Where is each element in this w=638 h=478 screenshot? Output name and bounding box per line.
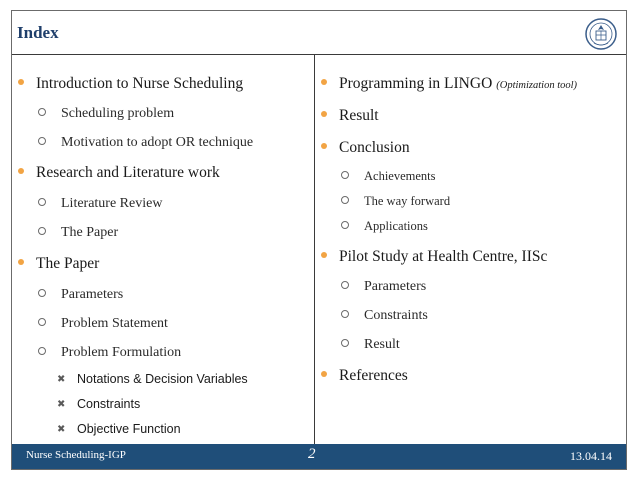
footer-bar: [12, 444, 626, 469]
bullet-item-the-paper: The Paper: [18, 255, 99, 273]
content-columns: [12, 54, 626, 446]
bullet-ring-icon: [38, 347, 46, 355]
sub-sub-item-constraints: ✖ Constraints: [57, 397, 141, 411]
sub-sub-item-objective-function: ✖ Objective Function: [57, 422, 181, 436]
page-number: 2: [308, 446, 316, 462]
sub-sub-item-notations: ✖ Notations & Decision Variables: [57, 372, 248, 386]
bullet-ring-icon: [38, 318, 46, 326]
bullet-dot-icon: [18, 168, 24, 174]
bullet-item-references: References: [321, 367, 408, 385]
x-bullet-icon: ✖: [57, 374, 66, 385]
bullet-dot-icon: [321, 143, 327, 149]
sub-item-literature-review: Literature Review: [38, 196, 162, 212]
bullet-ring-icon: [38, 198, 46, 206]
sub-item-the-paper: The Paper: [38, 225, 118, 241]
slide: [11, 10, 627, 470]
bullet-ring-icon: [38, 137, 46, 145]
bullet-item-result: Result: [321, 107, 379, 125]
bullet-ring-icon: [341, 171, 349, 179]
sub-item-pilot-parameters: Parameters: [341, 279, 426, 295]
bullet-dot-icon: [321, 252, 327, 258]
column-divider: [314, 55, 315, 445]
x-bullet-icon: ✖: [57, 399, 66, 410]
institute-seal-logo-icon: [584, 16, 618, 52]
bullet-ring-icon: [38, 289, 46, 297]
bullet-dot-icon: [18, 259, 24, 265]
bullet-ring-icon: [341, 310, 349, 318]
sub-item-achievements: Achievements: [341, 169, 436, 184]
sub-item-scheduling-problem: Scheduling problem: [38, 106, 174, 122]
bullet-dot-icon: [321, 111, 327, 117]
bullet-ring-icon: [38, 108, 46, 116]
sub-item-parameters: Parameters: [38, 287, 123, 303]
bullet-ring-icon: [38, 227, 46, 235]
bullet-dot-icon: [321, 371, 327, 377]
bullet-ring-icon: [341, 196, 349, 204]
bullet-dot-icon: [321, 79, 327, 85]
sub-item-applications: Applications: [341, 219, 428, 234]
sub-item-pilot-result: Result: [341, 337, 400, 353]
footer-date: 13.04.14: [570, 449, 612, 463]
bullet-item-intro-nurse-scheduling: Introduction to Nurse Scheduling: [18, 75, 243, 93]
sub-item-way-forward: The way forward: [341, 194, 450, 209]
slide-title: Index: [17, 23, 59, 42]
sub-item-motivation: Motivation to adopt OR technique: [38, 135, 253, 151]
title-bar: [12, 11, 626, 54]
bullet-item-pilot-study: Pilot Study at Health Centre, IISc: [321, 248, 547, 266]
bullet-item-research-literature: Research and Literature work: [18, 164, 220, 182]
sub-item-problem-formulation: Problem Formulation: [38, 345, 181, 361]
sub-item-pilot-constraints: Constraints: [341, 308, 428, 324]
bullet-ring-icon: [341, 281, 349, 289]
bullet-item-programming-lingo: Programming in LINGO (Optimization tool): [321, 75, 577, 93]
sub-item-problem-statement: Problem Statement: [38, 316, 168, 332]
footer-left-text: Nurse Scheduling-IGP: [26, 449, 126, 461]
bullet-ring-icon: [341, 339, 349, 347]
bullet-ring-icon: [341, 221, 349, 229]
bullet-dot-icon: [18, 79, 24, 85]
x-bullet-icon: ✖: [57, 424, 66, 435]
bullet-item-conclusion: Conclusion: [321, 139, 410, 157]
